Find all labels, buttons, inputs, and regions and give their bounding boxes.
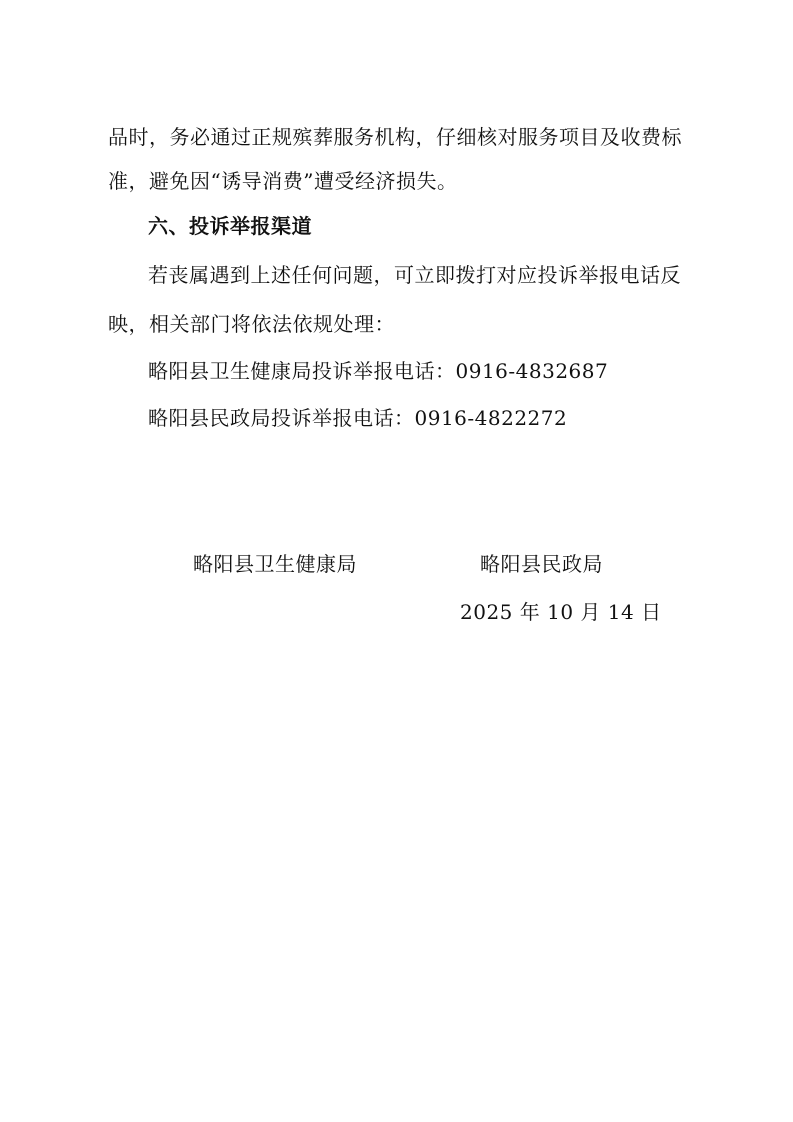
issue-date: 2025 年 10 月 14 日 bbox=[460, 600, 662, 624]
hotline-civil-affairs-bureau: 略阳县民政局投诉举报电话：0916-4822272 bbox=[148, 406, 568, 430]
paragraph-line: 品时，务必通过正规殡葬服务机构，仔细核对服务项目及收费标 bbox=[108, 125, 682, 149]
paragraph-line: 若丧属遇到上述任何问题，可立即拨打对应投诉举报电话反 bbox=[148, 263, 681, 287]
hotline-health-bureau: 略阳县卫生健康局投诉举报电话：0916-4832687 bbox=[148, 359, 609, 383]
paragraph-line: 准，避免因“诱导消费”遭受经济损失。 bbox=[108, 169, 458, 193]
issuer-civil-affairs-bureau: 略阳县民政局 bbox=[480, 552, 603, 576]
section-heading: 六、投诉举报渠道 bbox=[148, 214, 312, 238]
issuer-health-bureau: 略阳县卫生健康局 bbox=[193, 552, 357, 576]
paragraph-line: 映，相关部门将依法依规处理： bbox=[108, 312, 395, 336]
